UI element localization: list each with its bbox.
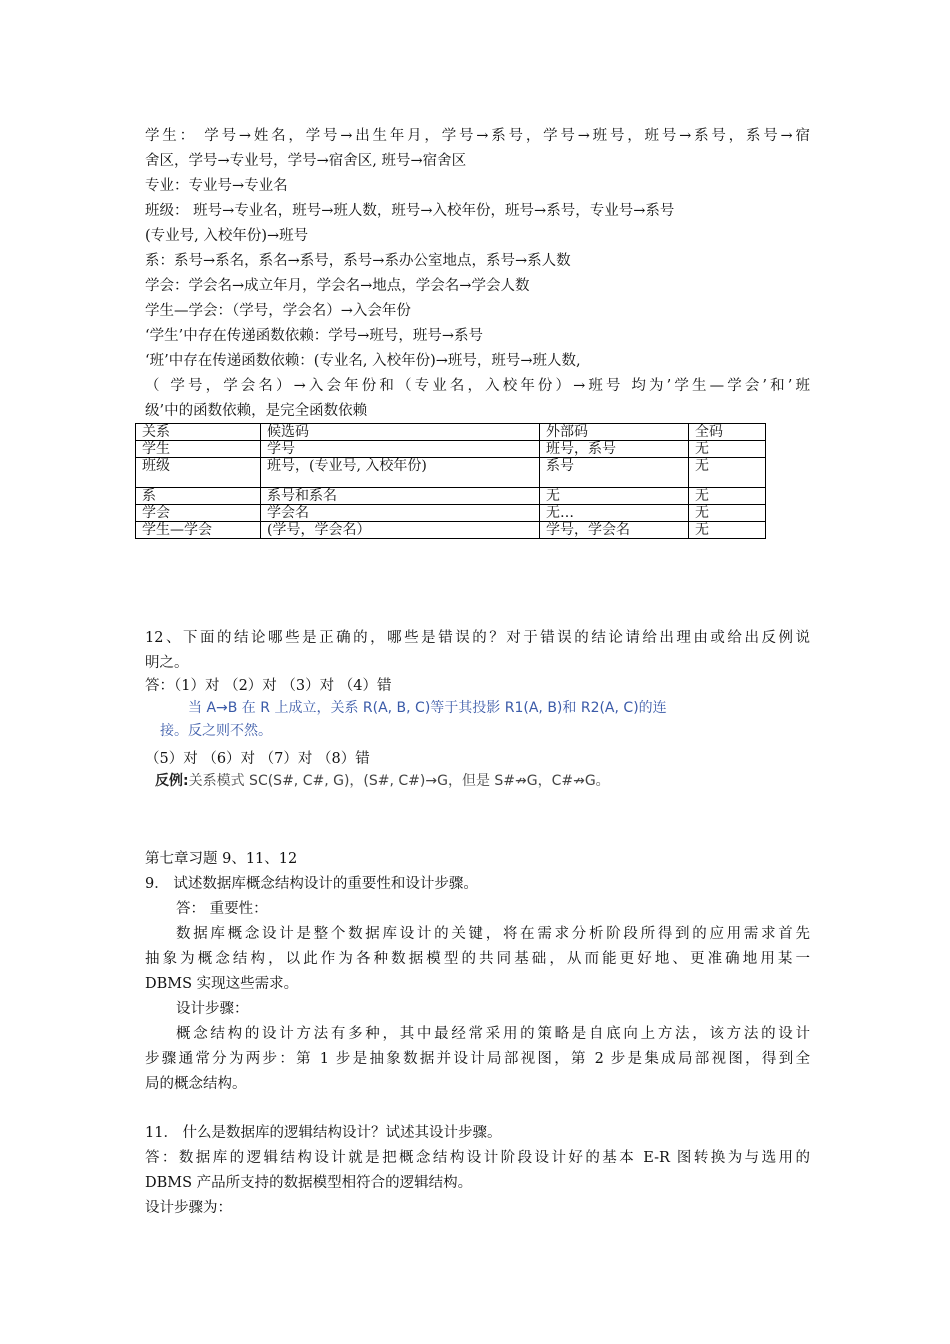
table-cell: 学生—学会 [136, 522, 261, 539]
header-candidate-key: 候选码 [261, 424, 540, 441]
table-cell: 学号，学会名 [540, 522, 689, 539]
table-cell: 无 [689, 505, 766, 522]
table-row [136, 522, 766, 539]
table-cell: 班号，系号 [540, 441, 689, 458]
table-row [136, 488, 766, 505]
fd-line: 舍区，学号→专业号，学号→宿舍区, 班号→宿舍区 [145, 153, 467, 169]
table-cell: 系号和系名 [261, 488, 540, 505]
table-cell: 学生 [136, 441, 261, 458]
q9-steps-line: 概念结构的设计方法有多种，其中最经常采用的策略是自底向上方法，该方法的设计 [176, 1026, 810, 1042]
table-row [136, 458, 766, 488]
table-cell: 无 [689, 522, 766, 539]
table-cell: 无 [540, 488, 689, 505]
table-cell: 无 [689, 441, 766, 458]
q11-answer-line: 答：数据库的逻辑结构设计就是把概念结构设计阶段设计好的基本 E-R 图转换为与选用的 [145, 1150, 810, 1166]
fd-line: 级’中的函数依赖，是完全函数依赖 [145, 403, 368, 419]
fd-line: （ 学号，学会名）→入会年份和（专业名，入校年份）→班号 均为’学生—学会’和’班 [145, 378, 810, 394]
q9-title: 9． 试述数据库概念结构设计的重要性和设计步骤。 [145, 876, 478, 892]
table-row [136, 505, 766, 522]
q12-title-line: 12、下面的结论哪些是正确的，哪些是错误的？对于错误的结论请给出理由或给出反例说 [145, 630, 810, 646]
q9-steps-line: 局的概念结构。 [145, 1076, 247, 1092]
q12-counter-example [155, 771, 610, 791]
table-cell: 系 [136, 488, 261, 505]
table-header-row [136, 424, 766, 441]
q12-title-line: 明之。 [145, 655, 189, 671]
table-cell: 无… [540, 505, 689, 522]
table-cell: 无 [689, 488, 766, 505]
fd-line: 专业：专业号→专业名 [145, 178, 288, 194]
header-relation: 关系 [136, 424, 261, 441]
q11-answer-line: DBMS 产品所支持的数据模型相符合的逻辑结构。 [145, 1175, 473, 1191]
table-cell: 无 [689, 458, 766, 488]
table-cell: (学号，学会名） [261, 522, 540, 539]
fd-line: 班级： 班号→专业名，班号→班人数，班号→入校年份，班号→系号，专业号→系号 [145, 203, 675, 219]
q12-note-line: 接。反之则不然。 [160, 723, 272, 739]
fd-line: ‘学生’中存在传递函数依赖：学号→班号，班号→系号 [145, 328, 484, 344]
q9-importance-line: DBMS 实现这些需求。 [145, 976, 299, 992]
table-cell: 班级 [136, 458, 261, 488]
q12-answer-1-4: 答：（1）对 （2）对 （3）对 （4）错 [145, 678, 392, 694]
counter-example-text: 关系模式 SC(S#, C#, G)，(S#, C#)→G，但是 S#↛G，C#↛G。 [188, 773, 610, 789]
table-cell: 学号 [261, 441, 540, 458]
q12-answer-5-8: （5）对 （6）对 （7）对 （8）错 [145, 751, 370, 767]
q9-steps-label: 设计步骤： [176, 1001, 249, 1017]
fd-line: (专业号, 入校年份)→班号 [145, 228, 309, 244]
table-cell: 系号 [540, 458, 689, 488]
fd-line: 学会：学会名→成立年月，学会名→地点，学会名→学会人数 [145, 278, 530, 294]
relation-keys-table [135, 423, 766, 539]
q9-answer-label: 答： 重要性： [176, 901, 268, 917]
fd-line: 系：系号→系名，系名→系号，系号→系办公室地点，系号→系人数 [145, 253, 571, 269]
table-cell: 班号，(专业号, 入校年份) [261, 458, 540, 488]
table-cell: 学会名 [261, 505, 540, 522]
q11-title: 11． 什么是数据库的逻辑结构设计？试述其设计步骤。 [145, 1125, 502, 1141]
fd-line: ‘班’中存在传递函数依赖：(专业名, 入校年份)→班号，班号→班人数, [145, 353, 581, 369]
table-row [136, 441, 766, 458]
counter-example-label: 反例: [155, 773, 189, 789]
q11-steps-label: 设计步骤为： [145, 1200, 232, 1216]
fd-line: 学生—学会：（学号，学会名）→入会年份 [145, 303, 411, 319]
q9-importance-line: 抽象为概念结构，以此作为各种数据模型的共同基础，从而能更好地、更准确地用某一 [145, 951, 810, 967]
table-cell: 学会 [136, 505, 261, 522]
q9-steps-line: 步骤通常分为两步：第 1 步是抽象数据并设计局部视图，第 2 步是集成局部视图，得到全 [145, 1051, 810, 1067]
header-all-key: 全码 [689, 424, 766, 441]
header-foreign-key: 外部码 [540, 424, 689, 441]
q9-importance-line: 数据库概念设计是整个数据库设计的关键，将在需求分析阶段所得到的应用需求首先 [176, 926, 810, 942]
chapter-heading: 第七章习题 9、11、12 [145, 851, 298, 867]
q12-note-line: 当 A→B 在 R 上成立，关系 R(A, B, C)等于其投影 R1(A, B)和 R2(A, C)的连 [188, 700, 667, 716]
fd-line: 学生： 学号→姓名，学号→出生年月，学号→系号，学号→班号，班号→系号，系号→宿 [145, 128, 810, 144]
